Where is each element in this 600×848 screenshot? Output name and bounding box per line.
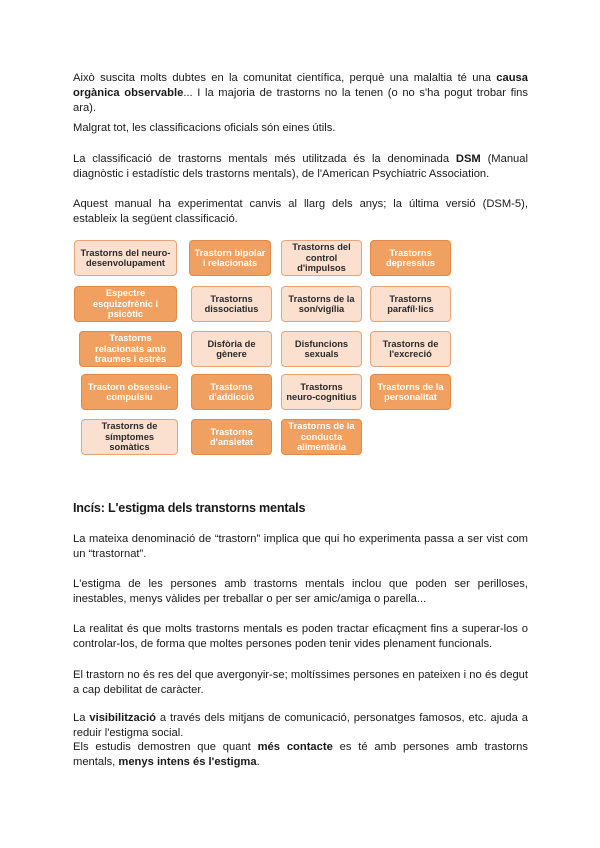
dsm-category-label: Trastorns de símptomes somàtics [101,421,158,453]
section-heading: Incís: L'estigma dels transtorns mentals [73,501,306,515]
dsm-category-label: Trastorns de la personalitat [377,381,444,402]
dsm-category-box [74,240,177,276]
dsm-category-label: Trastorns depressius [385,247,436,268]
text-run: ... I la majoria de trastorns no la tenen (o no s'ha pogut trobar fins ara). [73,87,529,114]
bold-term: causa orgànica observable [73,72,528,99]
paragraph-contacte [73,740,528,770]
dsm-category-label: Trastorns del neuro-desenvolupament [80,247,171,268]
dsm-category-label: Trastorns de la son/vigília [288,293,355,314]
paragraph-estigma: L'estigma de les persones amb trastorns mentals inclou que poden ser perilloses, inestables, menys vàlides per treballar o per ser amic/amiga o parella... [73,578,528,605]
bold-term: més contacte [257,741,333,753]
paragraph-visibilitzacio [73,711,528,741]
dsm-category-label: Trastorn bipolar i relacionats [194,247,266,268]
dsm-category-box [189,240,271,276]
dsm-category-label: Trastorns de l'excreció [382,338,439,359]
dsm-category-label: Trastorns relacionats amb traumes i estrès [94,333,167,365]
paragraph-dsm5: Aquest manual ha experimentat canvis al llarg dels anys; la última versió (DSM-5), estableix la següent classificació. [73,198,528,225]
dsm-category-box [370,240,451,276]
dsm-category-box [281,286,362,322]
text-run: (Manual diagnòstic i estadístic dels trastorns mentals), de l'American Psychiatric Association. [73,153,528,180]
text-run: . [256,756,260,768]
dsm-category-box [281,240,362,276]
dsm-category-label: Trastorns de la conducta alimentària [288,421,355,453]
text-run: Això suscita molts dubtes en la comunitat científica, perquè una malaltia té una [73,72,497,84]
dsm-category-label: Trastorn obsessiu-compulsiu [87,381,172,402]
dsm-category-box [191,374,272,410]
dsm-category-box [370,286,451,322]
paragraph-causa-organica [73,71,528,116]
dsm-category-label: Trastorns del control d'impulsos [292,242,351,274]
dsm-category-label: Trastorns dissociatius [204,293,259,314]
dsm-category-label: Disfuncions sexuals [294,338,349,359]
text-run: La [73,712,90,724]
dsm-category-box [281,331,362,367]
paragraph-denominacio: La mateixa denominació de “trastorn” implica que qui ho experimenta passa a ser vist com un “trastornat”. [73,533,528,560]
bold-term: menys intens és l'estigma [118,756,257,768]
paragraph-avergonyir: El trastorn no és res del que avergonyir-se; moltíssimes persones en pateixen i no és degut a cap debilitat de caràcter. [73,669,528,696]
bold-term: visibilització [89,712,156,724]
dsm-category-box [370,331,451,367]
dsm-category-box [79,331,182,367]
dsm-category-box [81,419,178,455]
dsm-category-box [191,331,272,367]
dsm-category-label: Disfòria de gènere [207,338,256,359]
paragraph-realitat: La realitat és que molts trastorns mentals es poden tractar eficaçment fins a superar-los o controlar-los, de forma que moltes persones poden tenir vides plenament funcionals. [73,623,528,650]
dsm-category-label: Trastorns d'ansietat [209,426,254,447]
dsm-category-box [191,419,272,455]
bold-term: DSM [455,153,481,165]
dsm-category-box [74,286,177,322]
paragraph-dsm [73,152,528,182]
dsm-category-label: Trastorns parafíl·lics [387,293,434,314]
dsm-category-box [370,374,451,410]
dsm-category-label: Trastorns d'addicció [208,381,255,402]
dsm-category-box [191,286,272,322]
text-run: es té amb persones amb trastorns mentals, [73,741,528,768]
dsm-category-box [281,419,362,455]
dsm-category-box [81,374,178,410]
text-run: La classificació de trastorns mentals més utilitzada és la denominada [73,153,456,165]
text-run: a través dels mitjans de comunicació, personatges famosos, etc. ajuda a reduir l'estigma social. [73,712,528,739]
dsm-category-box [281,374,362,410]
paragraph-classificacions: Malgrat tot, les classificacions oficials són eines útils. [73,122,336,134]
dsm-category-label: Espectre esquizofrènic i psicòtic [92,288,159,320]
dsm-category-label: Trastorns neuro-cognitius [286,381,357,402]
text-run: Els estudis demostren que quant [73,741,258,753]
